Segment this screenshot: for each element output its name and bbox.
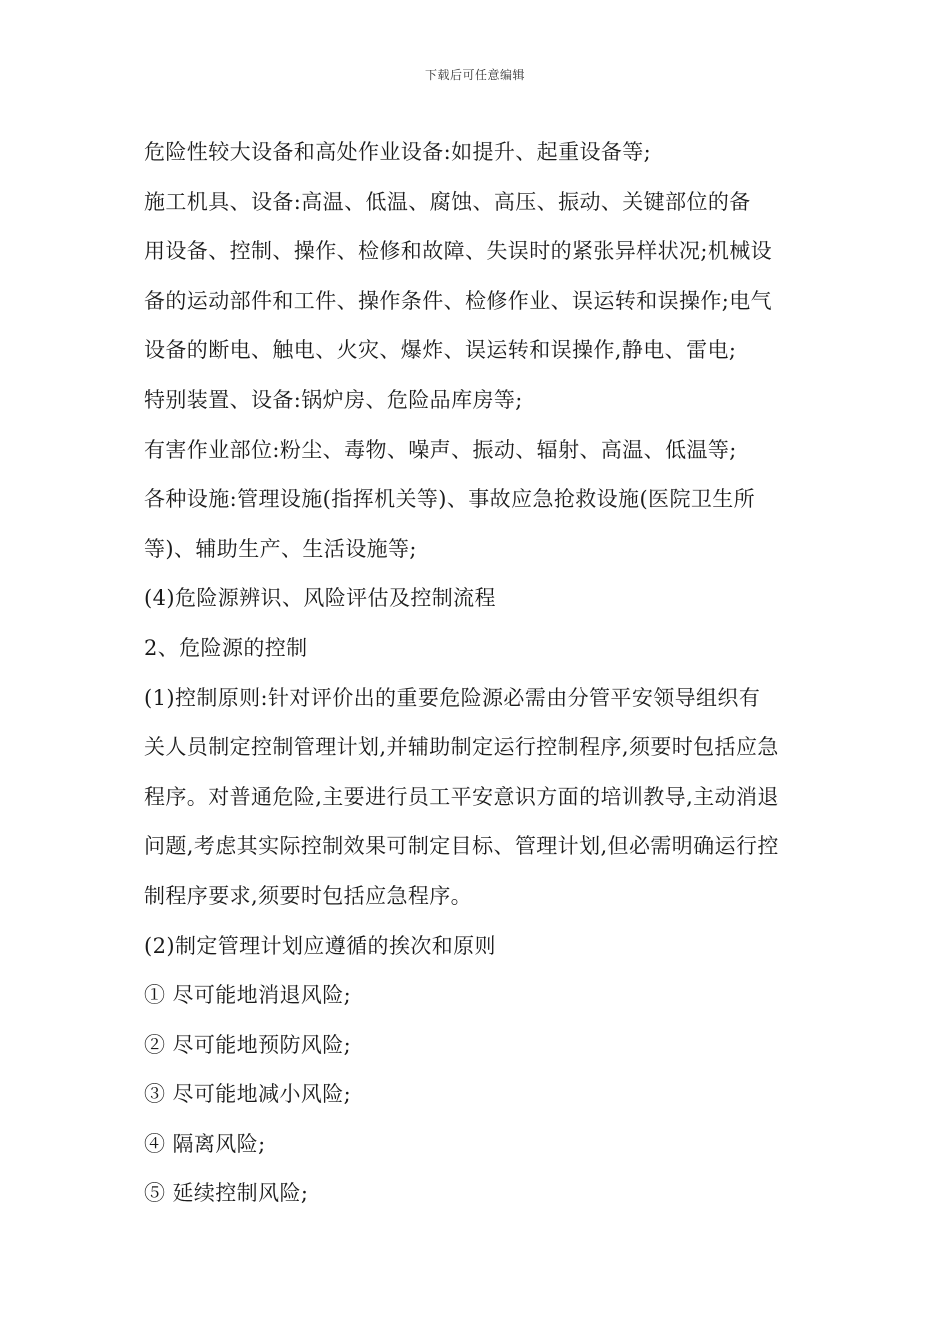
text-line: 危险性较大设备和高处作业设备:如提升、起重设备等; — [144, 140, 652, 164]
text-line: 有害作业部位:粉尘、毒物、噪声、振动、辐射、高温、低温等; — [144, 437, 737, 462]
document-body — [144, 128, 814, 1219]
text-line: (1)控制原则:针对评价出的重要危险源必需由分管平安领导组织有 — [144, 685, 761, 710]
list-item: ③ 尽可能地减小风险; — [144, 1082, 352, 1107]
section-heading: (2)制定管理计划应遵循的挨次和原则 — [144, 933, 496, 958]
text-line: 制程序要求,须要时包括应急程序。 — [144, 883, 473, 908]
list-item: ② 尽可能地预防风险; — [144, 1032, 352, 1057]
text-line: 问题,考虑其实际控制效果可制定目标、管理计划,但必需明确运行控 — [144, 834, 779, 859]
text-line: 用设备、控制、操作、检修和故障、失误时的紧张异样状况;机械设 — [144, 239, 773, 264]
text-line: 备的运动部件和工件、操作条件、检修作业、误运转和误操作;电气 — [144, 288, 773, 313]
list-item: ④ 隔离风险; — [144, 1131, 266, 1156]
section-heading: 2、危险源的控制 — [144, 635, 308, 660]
page-header: 下载后可任意编辑 — [424, 68, 525, 82]
text-line: 等)、辅助生产、生活设施等; — [144, 536, 417, 561]
text-line: 程序。对普通危险,主要进行员工平安意识方面的培训教导,主动消退 — [144, 784, 779, 809]
text-line: 各种设施:管理设施(指挥机关等)、事故应急抢救设施(医院卫生所 — [144, 487, 756, 512]
list-item: ⑤ 延续控制风险; — [144, 1181, 309, 1206]
text-line: 设备的断电、触电、火灾、爆炸、误运转和误操作,静电、雷电; — [144, 338, 737, 363]
list-item: ① 尽可能地消退风险; — [144, 983, 352, 1008]
text-line: 施工机具、设备:高温、低温、腐蚀、高压、振动、关键部位的备 — [144, 189, 751, 214]
text-line: 关人员制定控制管理计划,并辅助制定运行控制程序,须要时包括应急 — [144, 735, 779, 760]
text-line: 特别装置、设备:锅炉房、危险品库房等; — [144, 387, 523, 412]
section-heading: (4)危险源辨识、风险评估及控制流程 — [144, 586, 496, 611]
